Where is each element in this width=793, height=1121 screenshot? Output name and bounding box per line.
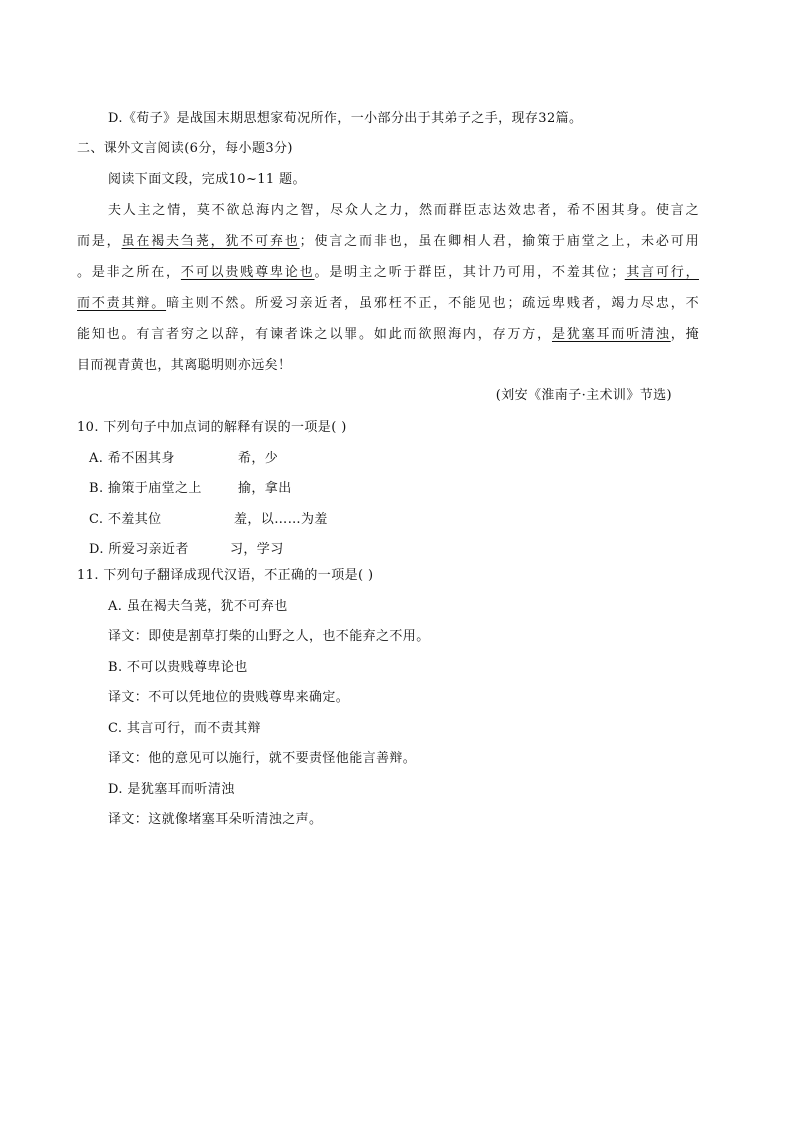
passage-line-4 (77, 294, 699, 314)
section-two-heading: 二、课外文言阅读(6分，每小题3分) (77, 141, 293, 156)
option-label: A. 希不困其身 (89, 451, 175, 466)
passage-text: 而是， (77, 234, 122, 249)
q10-option-c-gloss: 羞，以……为羞 (234, 512, 328, 527)
passage-text: 。是非之所在， (77, 265, 181, 280)
section-two-instruction: 阅读下面文段，完成10~11 题。 (108, 172, 306, 187)
q10-option-a-gloss: 希，少 (238, 451, 279, 466)
q11-item-d-translation: 译文：这就像堵塞耳朵听清浊之声。 (108, 812, 323, 827)
passage-line-2 (77, 232, 699, 252)
q11-item-c-translation: 译文：他的意见可以施行，就不要责怪他能言善辩。 (108, 751, 417, 766)
q11-item-b-translation: 译文：不可以凭地位的贵贱尊卑来确定。 (108, 690, 350, 705)
q11-item-a-sentence: A. 虽在褐夫刍荛，犹不可弃也 (108, 599, 288, 614)
passage-line-5 (77, 325, 699, 345)
q10-stem: 10. 下列句子中加点词的解释有误的一项是( ) (77, 420, 347, 435)
q9-option-d: D.《荀子》是战国末期思想家荀况所作，一小部分出于其弟子之手，现存32篇。 (108, 111, 583, 126)
q11-stem: 11. 下列句子翻译成现代汉语，不正确的一项是( ) (77, 568, 374, 583)
underlined-sentence-b: 不可以贵贱尊卑论也 (180, 265, 315, 280)
passage-line-3 (77, 263, 699, 283)
passage-line-1 (108, 201, 699, 221)
q11-item-b-sentence: B. 不可以贵贱尊卑论也 (108, 660, 248, 675)
q11-item-d-sentence: D. 是犹塞耳而听清浊 (108, 782, 235, 797)
passage-line-6: 目而视青黄也，其离聪明则亦远矣！ (77, 358, 292, 373)
q10-option-b-gloss: 揄，拿出 (238, 481, 292, 496)
passage-text: ，掩 (670, 327, 699, 342)
underlined-sentence-a: 虽在褐夫刍荛，犹不可弃也 (121, 234, 300, 249)
option-label: B. 揄策于庙堂之上 (89, 481, 202, 496)
underlined-sentence-d: 是犹塞耳而听清浊 (551, 327, 671, 342)
underlined-sentence-c-part1: 其言可行， (624, 265, 699, 280)
passage-text: 暗主则不然。所爱习亲近者，虽邪枉不正，不能见也；疏远卑贱者，竭力尽忠，不 (166, 296, 699, 311)
q10-option-a (89, 449, 175, 469)
passage-text: 。是明主之听于群臣，其计乃可用，不羞其位； (314, 265, 625, 280)
q10-option-d (89, 540, 189, 560)
q10-option-b (89, 479, 202, 499)
option-label: D. 所爱习亲近者 (89, 542, 189, 557)
q11-item-a-translation: 译文：即使是割草打柴的山野之人，也不能弃之不用。 (108, 629, 430, 644)
underlined-sentence-c-part2: 而不责其辩。 (77, 296, 167, 311)
passage-source: (刘安《淮南子·主术训》节选) (495, 388, 672, 403)
passage-text: 能知也。有言者穷之以辞，有谏者诛之以罪。如此而欲照海内，存万方， (77, 327, 552, 342)
passage-text: 夫人主之情，莫不欲总海内之智，尽众人之力，然而群臣志达效忠者，希不困其身。使言之 (108, 203, 699, 218)
q11-item-c-sentence: C. 其言可行，而不责其辩 (108, 721, 261, 736)
passage-text: ；使言之而非也，虽在卿相人君，揄策于庙堂之上，未必可用 (299, 234, 699, 249)
option-label: C. 不羞其位 (89, 512, 162, 527)
q10-option-c (89, 510, 162, 530)
q10-option-d-gloss: 习，学习 (230, 542, 284, 557)
